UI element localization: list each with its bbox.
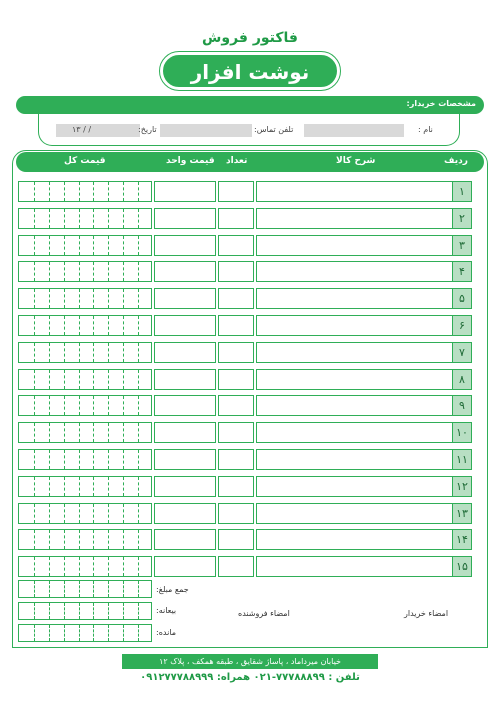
name-field[interactable] bbox=[304, 124, 404, 137]
digit-divider bbox=[108, 343, 109, 362]
unit-price-cell[interactable] bbox=[154, 315, 216, 336]
digit-divider bbox=[64, 289, 65, 308]
digit-divider bbox=[123, 423, 124, 442]
digit-divider bbox=[49, 343, 50, 362]
description-cell[interactable] bbox=[256, 208, 472, 229]
digit-divider bbox=[34, 423, 35, 442]
digit-divider bbox=[49, 504, 50, 523]
digit-divider bbox=[108, 289, 109, 308]
digit-divider bbox=[34, 581, 35, 597]
digit-divider bbox=[138, 209, 139, 228]
row-number: ۱۴ bbox=[452, 529, 472, 550]
digit-divider bbox=[123, 603, 124, 619]
unit-price-cell[interactable] bbox=[154, 261, 216, 282]
total-price-cell[interactable] bbox=[18, 208, 152, 229]
digit-divider bbox=[108, 557, 109, 576]
digit-divider bbox=[49, 236, 50, 255]
digit-divider bbox=[123, 477, 124, 496]
date-label: تاریخ: bbox=[138, 125, 157, 134]
row-number: ۳ bbox=[452, 235, 472, 256]
row-number: ۵ bbox=[452, 288, 472, 309]
total-price-cell[interactable] bbox=[18, 235, 152, 256]
quantity-cell[interactable] bbox=[218, 288, 254, 309]
unit-price-cell[interactable] bbox=[154, 369, 216, 390]
digit-divider bbox=[123, 504, 124, 523]
digit-divider bbox=[108, 396, 109, 415]
digit-divider bbox=[138, 396, 139, 415]
digit-divider bbox=[34, 289, 35, 308]
digit-divider bbox=[138, 557, 139, 576]
digit-divider bbox=[49, 581, 50, 597]
digit-divider bbox=[79, 316, 80, 335]
digit-divider bbox=[64, 450, 65, 469]
quantity-cell[interactable] bbox=[218, 449, 254, 470]
digit-divider bbox=[123, 289, 124, 308]
digit-divider bbox=[93, 581, 94, 597]
unit-price-cell[interactable] bbox=[154, 476, 216, 497]
digit-divider bbox=[123, 396, 124, 415]
digit-divider bbox=[108, 450, 109, 469]
unit-price-cell[interactable] bbox=[154, 556, 216, 577]
digit-divider bbox=[138, 423, 139, 442]
digit-divider bbox=[93, 209, 94, 228]
digit-divider bbox=[34, 504, 35, 523]
digit-divider bbox=[49, 262, 50, 281]
row-number: ۱۵ bbox=[452, 556, 472, 577]
digit-divider bbox=[64, 396, 65, 415]
digit-divider bbox=[79, 370, 80, 389]
digit-divider bbox=[138, 450, 139, 469]
digit-divider bbox=[123, 625, 124, 641]
digit-divider bbox=[123, 450, 124, 469]
header-unit-price: قیمت واحد bbox=[166, 156, 215, 166]
digit-divider bbox=[64, 603, 65, 619]
quantity-cell[interactable] bbox=[218, 476, 254, 497]
digit-divider bbox=[138, 625, 139, 641]
digit-divider bbox=[123, 370, 124, 389]
row-number: ۲ bbox=[452, 208, 472, 229]
phone-line: تلفن : ۷۷۷۸۸۸۹۹-۰۲۱ همراه: ۰۹۱۲۷۷۷۸۸۹۹۹ bbox=[140, 672, 360, 683]
digit-divider bbox=[108, 262, 109, 281]
digit-divider bbox=[93, 477, 94, 496]
digit-divider bbox=[93, 262, 94, 281]
digit-divider bbox=[79, 477, 80, 496]
digit-divider bbox=[34, 316, 35, 335]
digit-divider bbox=[138, 236, 139, 255]
digit-divider bbox=[93, 396, 94, 415]
digit-divider bbox=[93, 450, 94, 469]
row-number: ۱۱ bbox=[452, 449, 472, 470]
digit-divider bbox=[138, 603, 139, 619]
digit-divider bbox=[79, 557, 80, 576]
total-price-cell[interactable] bbox=[18, 422, 152, 443]
digit-divider bbox=[34, 209, 35, 228]
quantity-cell[interactable] bbox=[218, 208, 254, 229]
description-cell[interactable] bbox=[256, 181, 472, 202]
digit-divider bbox=[49, 450, 50, 469]
digit-divider bbox=[64, 370, 65, 389]
date-field[interactable] bbox=[56, 124, 140, 137]
digit-divider bbox=[64, 625, 65, 641]
description-cell[interactable] bbox=[256, 556, 472, 577]
digit-divider bbox=[108, 423, 109, 442]
digit-divider bbox=[34, 530, 35, 549]
row-number: ۷ bbox=[452, 342, 472, 363]
digit-divider bbox=[34, 236, 35, 255]
header-row-number: ردیف bbox=[444, 156, 468, 166]
digit-divider bbox=[49, 557, 50, 576]
digit-divider bbox=[64, 423, 65, 442]
digit-divider bbox=[64, 209, 65, 228]
digit-divider bbox=[93, 504, 94, 523]
address-bar: خیابان میرداماد ، پاساژ شقایق ، طبقه همکف ، پلاک ۱۲ bbox=[122, 654, 378, 669]
digit-divider bbox=[49, 209, 50, 228]
digit-divider bbox=[108, 477, 109, 496]
total-price-cell[interactable] bbox=[18, 261, 152, 282]
quantity-cell[interactable] bbox=[218, 181, 254, 202]
quantity-cell[interactable] bbox=[218, 395, 254, 416]
digit-divider bbox=[64, 182, 65, 201]
digit-divider bbox=[64, 477, 65, 496]
digit-divider bbox=[93, 530, 94, 549]
unit-price-cell[interactable] bbox=[154, 395, 216, 416]
total-price-cell[interactable] bbox=[18, 529, 152, 550]
description-cell[interactable] bbox=[256, 235, 472, 256]
company-name-banner: نوشت افزار bbox=[160, 52, 340, 90]
digit-divider bbox=[34, 396, 35, 415]
remaining-cell[interactable] bbox=[18, 624, 152, 642]
total-price-cell[interactable] bbox=[18, 556, 152, 577]
digit-divider bbox=[79, 581, 80, 597]
quantity-cell[interactable] bbox=[218, 261, 254, 282]
quantity-cell[interactable] bbox=[218, 342, 254, 363]
total-price-cell[interactable] bbox=[18, 476, 152, 497]
total-price-cell[interactable] bbox=[18, 395, 152, 416]
unit-price-cell[interactable] bbox=[154, 208, 216, 229]
total-price-cell[interactable] bbox=[18, 449, 152, 470]
unit-price-cell[interactable] bbox=[154, 288, 216, 309]
digit-divider bbox=[138, 504, 139, 523]
digit-divider bbox=[34, 343, 35, 362]
header-total-price: قیمت کل bbox=[64, 156, 106, 166]
digit-divider bbox=[138, 581, 139, 597]
buyer-signature-label: امضاء خریدار bbox=[404, 609, 449, 618]
digit-divider bbox=[34, 370, 35, 389]
prepaid-cell[interactable] bbox=[18, 602, 152, 620]
name-label: نام : bbox=[418, 125, 433, 134]
digit-divider bbox=[93, 182, 94, 201]
quantity-cell[interactable] bbox=[218, 235, 254, 256]
digit-divider bbox=[138, 530, 139, 549]
digit-divider bbox=[49, 316, 50, 335]
digit-divider bbox=[34, 625, 35, 641]
digit-divider bbox=[79, 423, 80, 442]
digit-divider bbox=[34, 603, 35, 619]
digit-divider bbox=[123, 262, 124, 281]
digit-divider bbox=[79, 396, 80, 415]
row-number: ۹ bbox=[452, 395, 472, 416]
digit-divider bbox=[123, 530, 124, 549]
row-number: ۱۲ bbox=[452, 476, 472, 497]
digit-divider bbox=[64, 316, 65, 335]
digit-divider bbox=[79, 625, 80, 641]
digit-divider bbox=[93, 236, 94, 255]
digit-divider bbox=[138, 343, 139, 362]
digit-divider bbox=[79, 504, 80, 523]
description-cell[interactable] bbox=[256, 288, 472, 309]
row-number: ۴ bbox=[452, 261, 472, 282]
digit-divider bbox=[64, 343, 65, 362]
quantity-cell[interactable] bbox=[218, 422, 254, 443]
digit-divider bbox=[34, 557, 35, 576]
digit-divider bbox=[138, 477, 139, 496]
digit-divider bbox=[49, 182, 50, 201]
digit-divider bbox=[108, 182, 109, 201]
digit-divider bbox=[123, 581, 124, 597]
digit-divider bbox=[79, 530, 80, 549]
buyer-section-label: مشخصات خریدار: bbox=[406, 99, 476, 108]
description-cell[interactable] bbox=[256, 369, 472, 390]
digit-divider bbox=[123, 236, 124, 255]
total-price-cell[interactable] bbox=[18, 181, 152, 202]
total-price-cell[interactable] bbox=[18, 369, 152, 390]
digit-divider bbox=[79, 289, 80, 308]
seller-signature-label: امضاء فروشنده bbox=[238, 609, 290, 618]
digit-divider bbox=[79, 236, 80, 255]
digit-divider bbox=[34, 262, 35, 281]
unit-price-cell[interactable] bbox=[154, 342, 216, 363]
description-cell[interactable] bbox=[256, 449, 472, 470]
digit-divider bbox=[93, 603, 94, 619]
digit-divider bbox=[79, 343, 80, 362]
digit-divider bbox=[93, 423, 94, 442]
header-description: شرح کالا bbox=[336, 156, 376, 166]
digit-divider bbox=[49, 530, 50, 549]
digit-divider bbox=[108, 581, 109, 597]
digit-divider bbox=[138, 289, 139, 308]
digit-divider bbox=[79, 603, 80, 619]
digit-divider bbox=[79, 182, 80, 201]
row-number: ۱۳ bbox=[452, 503, 472, 524]
digit-divider bbox=[49, 396, 50, 415]
prepaid-label: بیعانه: bbox=[156, 606, 177, 615]
digit-divider bbox=[49, 289, 50, 308]
digit-divider bbox=[138, 316, 139, 335]
header-quantity: تعداد bbox=[226, 156, 248, 166]
phone-field[interactable] bbox=[160, 124, 252, 137]
digit-divider bbox=[34, 182, 35, 201]
digit-divider bbox=[64, 262, 65, 281]
digit-divider bbox=[64, 236, 65, 255]
total-amount-label: جمع مبلغ: bbox=[156, 585, 189, 594]
unit-price-cell[interactable] bbox=[154, 529, 216, 550]
invoice-title: فاکتور فروش bbox=[202, 30, 298, 46]
description-cell[interactable] bbox=[256, 503, 472, 524]
row-number: ۱۰ bbox=[452, 422, 472, 443]
digit-divider bbox=[79, 450, 80, 469]
digit-divider bbox=[108, 236, 109, 255]
row-number: ۱ bbox=[452, 181, 472, 202]
unit-price-cell[interactable] bbox=[154, 422, 216, 443]
phone-label: تلفن تماس: bbox=[254, 125, 294, 134]
digit-divider bbox=[123, 209, 124, 228]
quantity-cell[interactable] bbox=[218, 315, 254, 336]
digit-divider bbox=[108, 530, 109, 549]
unit-price-cell[interactable] bbox=[154, 181, 216, 202]
digit-divider bbox=[108, 370, 109, 389]
unit-price-cell[interactable] bbox=[154, 235, 216, 256]
digit-divider bbox=[93, 625, 94, 641]
description-cell[interactable] bbox=[256, 395, 472, 416]
digit-divider bbox=[49, 603, 50, 619]
digit-divider bbox=[64, 530, 65, 549]
digit-divider bbox=[93, 316, 94, 335]
digit-divider bbox=[49, 477, 50, 496]
digit-divider bbox=[49, 423, 50, 442]
digit-divider bbox=[79, 209, 80, 228]
total-price-cell[interactable] bbox=[18, 315, 152, 336]
quantity-cell[interactable] bbox=[218, 529, 254, 550]
digit-divider bbox=[64, 504, 65, 523]
digit-divider bbox=[64, 581, 65, 597]
date-value: / / ۱۳ bbox=[72, 125, 92, 134]
digit-divider bbox=[108, 209, 109, 228]
digit-divider bbox=[138, 182, 139, 201]
digit-divider bbox=[34, 450, 35, 469]
digit-divider bbox=[49, 625, 50, 641]
unit-price-cell[interactable] bbox=[154, 503, 216, 524]
digit-divider bbox=[49, 370, 50, 389]
digit-divider bbox=[138, 370, 139, 389]
total-price-cell[interactable] bbox=[18, 503, 152, 524]
digit-divider bbox=[79, 262, 80, 281]
total-price-cell[interactable] bbox=[18, 342, 152, 363]
description-cell[interactable] bbox=[256, 342, 472, 363]
digit-divider bbox=[123, 182, 124, 201]
quantity-cell[interactable] bbox=[218, 369, 254, 390]
digit-divider bbox=[123, 343, 124, 362]
description-cell[interactable] bbox=[256, 529, 472, 550]
digit-divider bbox=[93, 370, 94, 389]
quantity-cell[interactable] bbox=[218, 556, 254, 577]
row-number: ۶ bbox=[452, 315, 472, 336]
description-cell[interactable] bbox=[256, 261, 472, 282]
digit-divider bbox=[123, 557, 124, 576]
digit-divider bbox=[108, 603, 109, 619]
row-number: ۸ bbox=[452, 369, 472, 390]
digit-divider bbox=[93, 557, 94, 576]
description-cell[interactable] bbox=[256, 476, 472, 497]
digit-divider bbox=[108, 316, 109, 335]
total-price-cell[interactable] bbox=[18, 288, 152, 309]
total-amount-cell[interactable] bbox=[18, 580, 152, 598]
quantity-cell[interactable] bbox=[218, 503, 254, 524]
remaining-label: مانده: bbox=[156, 628, 177, 637]
digit-divider bbox=[123, 316, 124, 335]
unit-price-cell[interactable] bbox=[154, 449, 216, 470]
digit-divider bbox=[108, 504, 109, 523]
digit-divider bbox=[93, 289, 94, 308]
digit-divider bbox=[34, 477, 35, 496]
description-cell[interactable] bbox=[256, 422, 472, 443]
digit-divider bbox=[108, 625, 109, 641]
description-cell[interactable] bbox=[256, 315, 472, 336]
digit-divider bbox=[138, 262, 139, 281]
digit-divider bbox=[64, 557, 65, 576]
digit-divider bbox=[93, 343, 94, 362]
